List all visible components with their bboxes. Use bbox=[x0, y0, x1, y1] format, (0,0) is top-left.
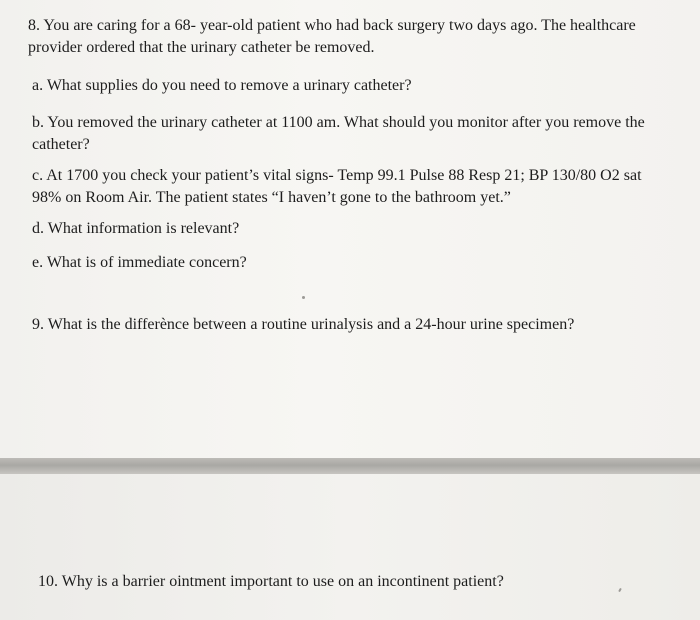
page-lower bbox=[0, 474, 700, 620]
question-8d: d. What information is relevant? bbox=[32, 220, 240, 237]
question-8b-line-1: b. You removed the urinary catheter at 1100 am. What should you monitor after you remove the bbox=[32, 114, 645, 131]
question-10: 10. Why is a barrier ointment important to use on an incontinent patient? bbox=[38, 573, 504, 590]
question-8-line-1: 8. You are caring for a 68- year-old patient who had back surgery two days ago. The healthcare bbox=[28, 17, 636, 34]
question-8e: e. What is of immediate concern? bbox=[32, 254, 247, 271]
question-8c-line-2: 98% on Room Air. The patient states “I haven’t gone to the bathroom yet.” bbox=[32, 189, 511, 206]
question-9: 9. What is the differènce between a routine urinalysis and a 24-hour urine specimen? bbox=[32, 316, 575, 333]
question-8b-line-2: catheter? bbox=[32, 136, 90, 153]
question-8c-line-1: c. At 1700 you check your patient’s vital signs- Temp 99.1 Pulse 88 Resp 21; BP 130/80 O2 sat bbox=[32, 167, 642, 184]
question-8a: a. What supplies do you need to remove a urinary catheter? bbox=[32, 77, 412, 94]
question-8-line-2: provider ordered that the urinary catheter be removed. bbox=[28, 39, 375, 56]
page-fold-divider bbox=[0, 458, 700, 474]
paper-speck bbox=[302, 296, 305, 299]
